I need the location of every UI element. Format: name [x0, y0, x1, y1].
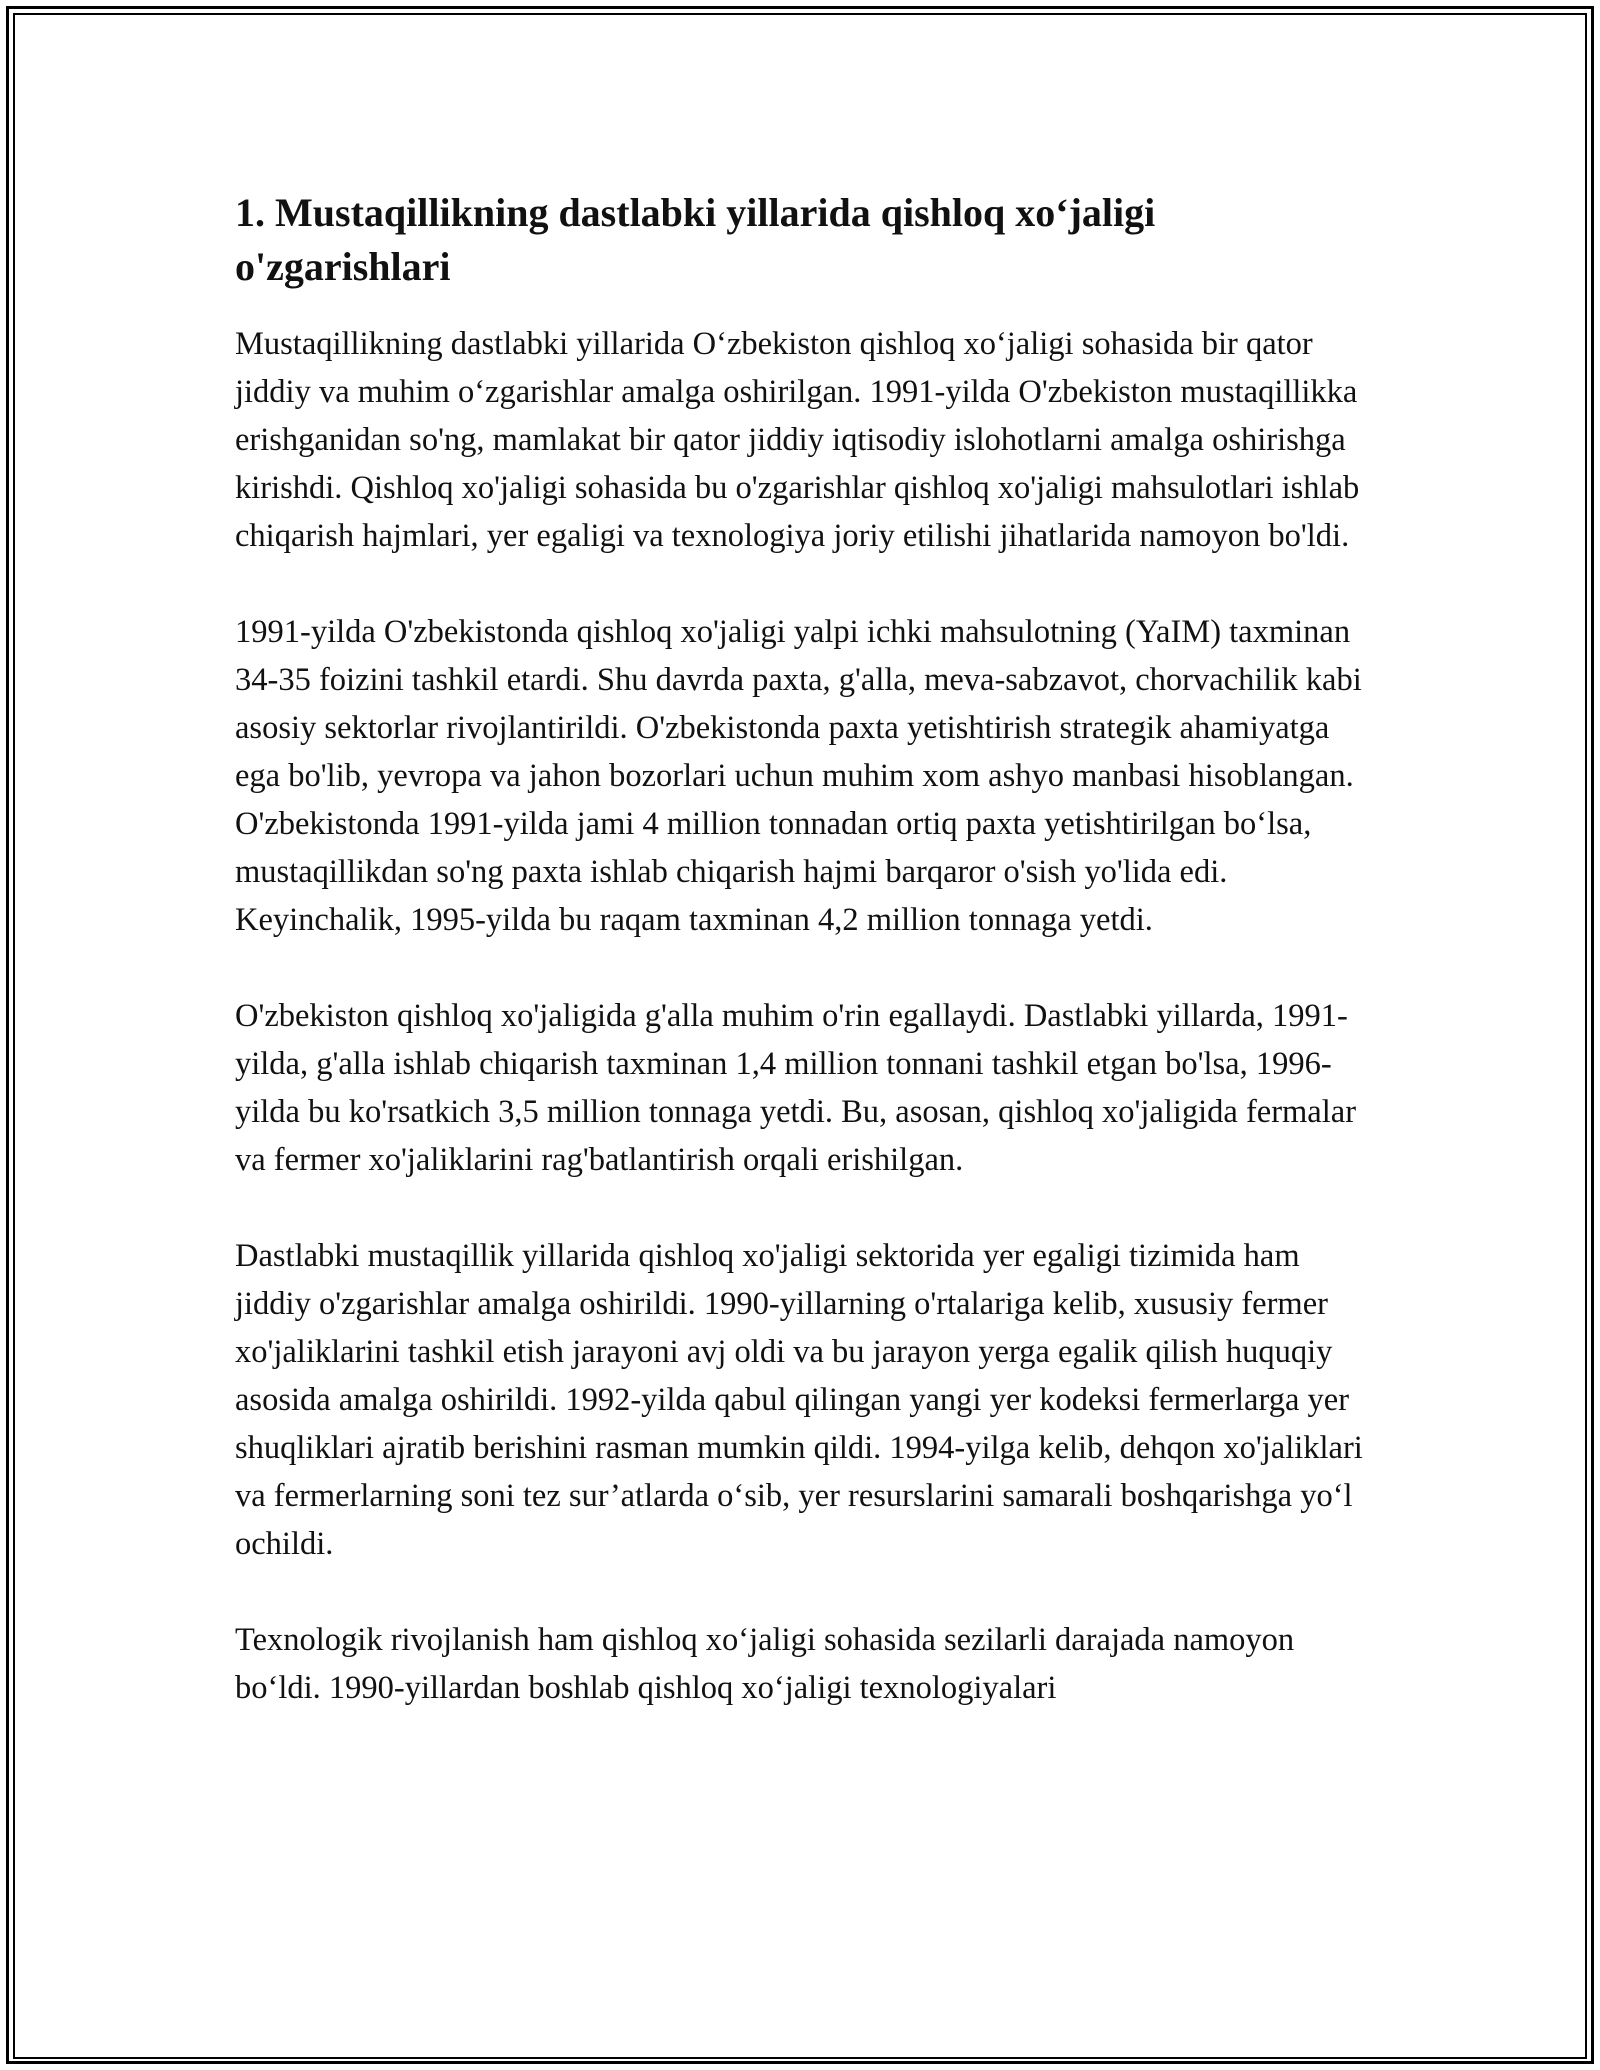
document-body	[235, 186, 1375, 1712]
section-heading: 1. Mustaqillikning dastlabki yillarida qishloq xo‘jaligi o'zgarishlari	[235, 190, 1156, 289]
paragraph-land-ownership: Dastlabki mustaqillik yillarida qishloq xo'jaligi sektorida yer egaligi tizimida ham jiddiy o'zgarishlar amalga oshirildi. 1990-yillarning o'rtalariga kelib, xususiy fermer xo'jaliklarini tashkil etish jarayoni avj oldi va bu jarayon yerga egalik qilish huquqiy asosida amalga oshirildi. 1992-yilda qabul qilingan yangi yer kodeksi fermerlarga yer shuqliklari ajratib berishini rasman mumkin qildi. 1994-yilga kelib, dehqon xo'jaliklari va fermerlarning soni tez sur’atlarda o‘sib, yer resurslarini samarali boshqarishga yo‘l ochildi.	[235, 1238, 1363, 1562]
paragraph-technology: Texnologik rivojlanish ham qishloq xo‘jaligi sohasida sezilarli darajada namoyon bo‘ldi. 1990-yillardan boshlab qishloq xo‘jaligi texnologiyalari	[235, 1622, 1295, 1706]
paragraph-grain: O'zbekiston qishloq xo'jaligida g'alla muhim o'rin egallaydi. Dastlabki yillarda, 1991-yilda, g'alla ishlab chiqarish taxminan 1,4 million tonnani tashkil etgan bo'lsa, 1996-yilda bu ko'rsatkich 3,5 million tonnaga yetdi. Bu, asosan, qishloq xo'jaligida fermalar va fermer xo'jaliklarini rag'batlantirish orqali erishilgan.	[235, 998, 1357, 1178]
paragraph-intro: Mustaqillikning dastlabki yillarida O‘zbekiston qishloq xo‘jaligi sohasida bir qator jiddiy va muhim o‘zgarishlar amalga oshirilgan. 1991-yilda O'zbekiston mustaqillikka erishganidan so'ng, mamlakat bir qator jiddiy iqtisodiy islohotlarni amalga oshirishga kirishdi. Qishloq xo'jaligi sohasida bu o'zgarishlar qishloq xo'jaligi mahsulotlari ishlab chiqarish hajmlari, yer egaligi va texnologiya joriy etilishi jihatlarida namoyon bo'ldi.	[235, 326, 1360, 554]
paragraph-cotton: 1991-yilda O'zbekistonda qishloq xo'jaligi yalpi ichki mahsulotning (YaIM) taxminan 34-35 foizini tashkil etardi. Shu davrda paxta, g'alla, meva-sabzavot, chorvachilik kabi asosiy sektorlar rivojlantirildi. O'zbekistonda paxta yetishtirish strategik ahamiyatga ega bo'lib, yevropa va jahon bozorlari uchun muhim xom ashyo manbasi hisoblangan. O'zbekistonda 1991-yilda jami 4 million tonnadan ortiq paxta yetishtirilgan bo‘lsa, mustaqillikdan so'ng paxta ishlab chiqarish hajmi barqaror o'sish yo'lida edi. Keyinchalik, 1995-yilda bu raqam taxminan 4,2 million tonnaga yetdi.	[235, 614, 1362, 938]
